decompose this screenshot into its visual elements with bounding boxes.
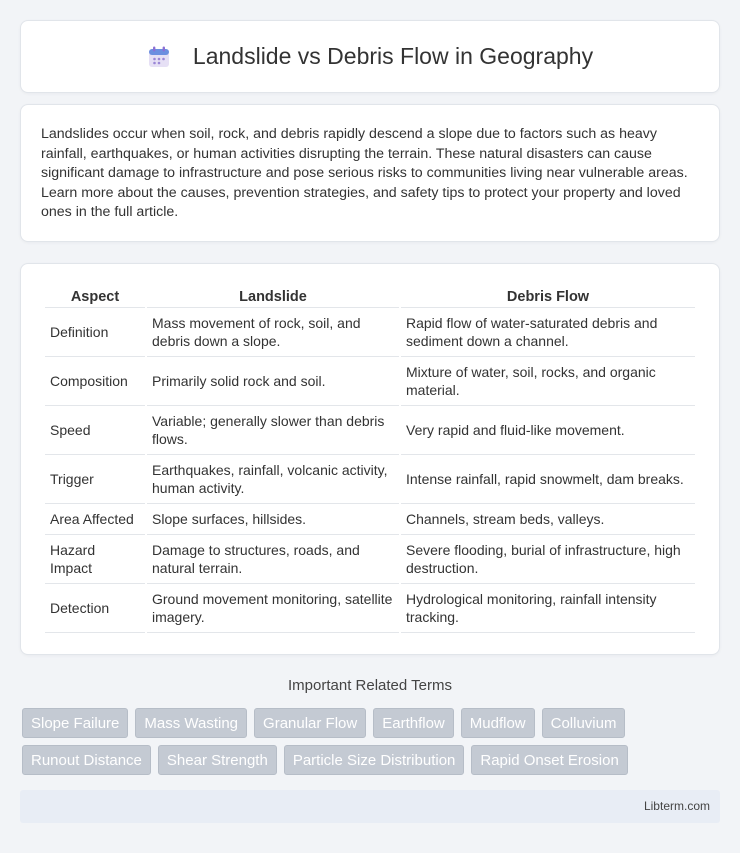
related-terms-title: Important Related Terms (288, 677, 452, 694)
footer (20, 790, 720, 823)
tag-colluvium[interactable]: Colluvium (542, 708, 626, 738)
related-terms-list (22, 708, 722, 775)
cell-landslide: Slope surfaces, hillsides. (147, 504, 399, 535)
cell-debris-flow: Very rapid and fluid-like movement. (401, 406, 695, 455)
cell-landslide: Earthquakes, rainfall, volcanic activity, human activity. (147, 455, 399, 504)
cell-aspect: Speed (45, 406, 145, 455)
cell-landslide: Variable; generally slower than debris flows. (147, 406, 399, 455)
footer-site-link[interactable]: Libterm.com (643, 799, 710, 813)
cell-aspect: Area Affected (45, 504, 145, 535)
cell-debris-flow: Mixture of water, soil, rocks, and organic material. (401, 357, 695, 406)
cell-landslide: Damage to structures, roads, and natural terrain. (147, 535, 399, 584)
table-header-row (45, 284, 695, 308)
intro-paragraph: Landslides occur when soil, rock, and debris rapidly descend a slope due to factors such as heavy rainfall, earthquakes, or human activities disrupting the terrain. These natural disasters can cause significant damage to infrastructure and pose serious risks to communities living near vulnerable areas. Learn more about the causes, prevention strategies, and safety tips to protect your property and loved ones in the full article. (41, 126, 688, 221)
header-card (20, 20, 720, 93)
table-row (45, 357, 695, 406)
comparison-table (43, 284, 697, 633)
cell-landslide: Mass movement of rock, soil, and debris down a slope. (147, 308, 399, 357)
tag-rapid-onset-erosion[interactable]: Rapid Onset Erosion (471, 745, 627, 775)
header-debris-flow: Debris Flow (401, 284, 695, 308)
header-landslide: Landslide (147, 284, 399, 308)
tag-mudflow[interactable]: Mudflow (461, 708, 535, 738)
table-row (45, 535, 695, 584)
cell-aspect: Detection (45, 584, 145, 633)
intro-card (20, 104, 720, 242)
table-row (45, 504, 695, 535)
tag-shear-strength[interactable]: Shear Strength (158, 745, 277, 775)
cell-debris-flow: Rapid flow of water-saturated debris and sediment down a channel. (401, 308, 695, 357)
cell-aspect: Definition (45, 308, 145, 357)
table-row (45, 406, 695, 455)
cell-debris-flow: Channels, stream beds, valleys. (401, 504, 695, 535)
tag-granular-flow[interactable]: Granular Flow (254, 708, 366, 738)
cell-aspect: Trigger (45, 455, 145, 504)
page-title: Landslide vs Debris Flow in Geography (192, 43, 594, 69)
cell-landslide: Primarily solid rock and soil. (147, 357, 399, 406)
tag-runout-distance[interactable]: Runout Distance (22, 745, 151, 775)
comparison-table-card (20, 263, 720, 655)
tag-particle-size-distribution[interactable]: Particle Size Distribution (284, 745, 465, 775)
tag-slope-failure[interactable]: Slope Failure (22, 708, 128, 738)
cell-debris-flow: Intense rainfall, rapid snowmelt, dam breaks. (401, 455, 695, 504)
table-row (45, 308, 695, 357)
cell-landslide: Ground movement monitoring, satellite imagery. (147, 584, 399, 633)
header-aspect: Aspect (45, 284, 145, 308)
tag-mass-wasting[interactable]: Mass Wasting (135, 708, 247, 738)
table-row (45, 584, 695, 633)
cell-aspect: Composition (45, 357, 145, 406)
cell-debris-flow: Severe flooding, burial of infrastructure, high destruction. (401, 535, 695, 584)
cell-debris-flow: Hydrological monitoring, rainfall intensity tracking. (401, 584, 695, 633)
calendar-icon (147, 45, 171, 69)
tag-earthflow[interactable]: Earthflow (373, 708, 454, 738)
table-row (45, 455, 695, 504)
cell-aspect: Hazard Impact (45, 535, 145, 584)
